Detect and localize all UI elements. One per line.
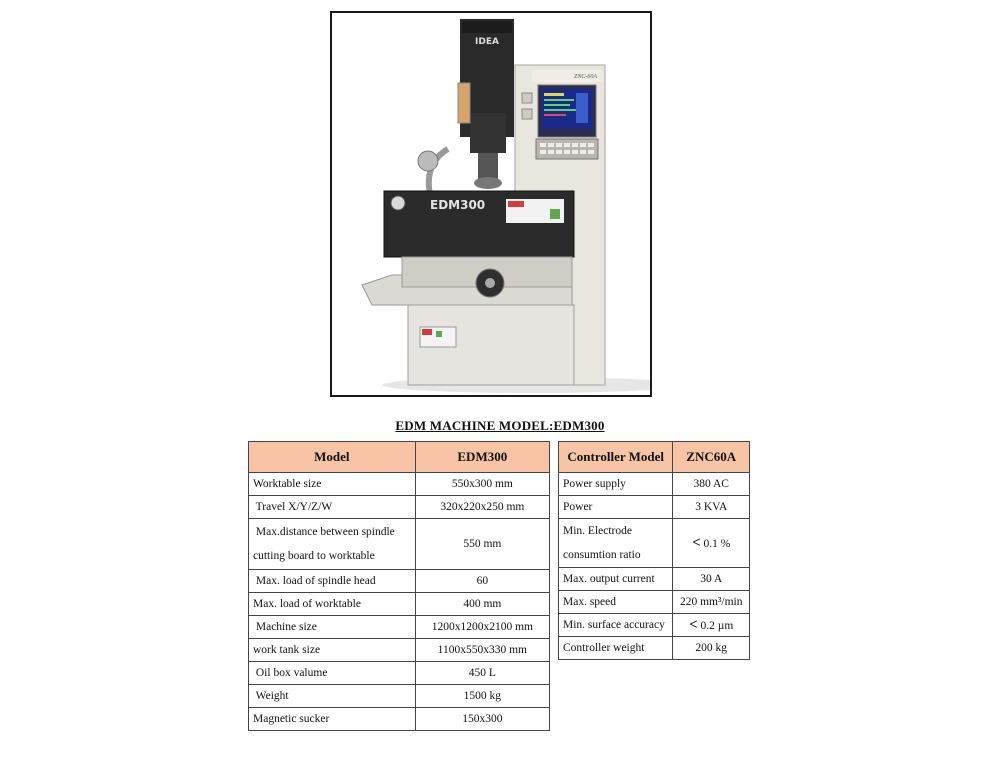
spec-label: Travel X/Y/Z/W bbox=[249, 496, 416, 519]
machine-photo bbox=[330, 11, 652, 397]
spec-value: 450 L bbox=[415, 662, 549, 685]
spec-value: 60 bbox=[415, 570, 549, 593]
header-controller-model: Controller Model bbox=[559, 442, 673, 473]
spec-label-line-1: Max.distance between spindle bbox=[253, 526, 395, 538]
spec-value bbox=[673, 519, 750, 568]
spec-label: Max. load of worktable bbox=[249, 593, 416, 616]
table-row bbox=[559, 637, 750, 660]
table-row bbox=[559, 473, 750, 496]
spec-value: 380 AC bbox=[673, 473, 750, 496]
table-row bbox=[249, 616, 550, 639]
spec-label: Machine size bbox=[249, 616, 416, 639]
spec-label: Power bbox=[559, 496, 673, 519]
spec-label-line-2: cutting board to worktable bbox=[253, 550, 375, 562]
spec-value-text: 0.2 µm bbox=[697, 619, 734, 632]
header-controller-value: ZNC60A bbox=[673, 442, 750, 473]
spec-value: 1100x550x330 mm bbox=[415, 639, 549, 662]
table-row bbox=[559, 519, 750, 568]
spec-value: 320x220x250 mm bbox=[415, 496, 549, 519]
spec-label-line-2: consumtion ratio bbox=[563, 549, 641, 561]
machine-label: EDM300 bbox=[430, 198, 486, 212]
edm-machine-illustration bbox=[332, 13, 650, 395]
less-than-sign: < bbox=[689, 616, 698, 633]
spec-value-text: 0.1 % bbox=[700, 537, 731, 550]
table-row bbox=[249, 593, 550, 616]
table-row bbox=[249, 639, 550, 662]
document-caption: EDM MACHINE MODEL:EDM300 bbox=[395, 418, 605, 433]
spec-label: Max. output current bbox=[559, 568, 673, 591]
spec-value: 1500 kg bbox=[415, 685, 549, 708]
spec-label bbox=[559, 519, 673, 568]
spec-value: 220 mm³/min bbox=[673, 591, 750, 614]
table-row bbox=[559, 568, 750, 591]
table-row bbox=[249, 570, 550, 593]
spec-value: 150x300 bbox=[415, 708, 549, 731]
spec-label bbox=[249, 519, 416, 570]
spec-value: 1200x1200x2100 mm bbox=[415, 616, 549, 639]
table-row bbox=[249, 685, 550, 708]
spec-value: 200 kg bbox=[673, 637, 750, 660]
spec-label: Weight bbox=[249, 685, 416, 708]
spec-value: 550 mm bbox=[415, 519, 549, 570]
table-row bbox=[249, 496, 550, 519]
spec-value: 3 KVA bbox=[673, 496, 750, 519]
spec-label: Max. load of spindle head bbox=[249, 570, 416, 593]
table-row bbox=[249, 473, 550, 496]
spec-value: 30 A bbox=[673, 568, 750, 591]
spec-label: Min. surface accuracy bbox=[559, 614, 673, 637]
spec-value bbox=[673, 614, 750, 637]
spec-label: work tank size bbox=[249, 639, 416, 662]
table-row bbox=[249, 662, 550, 685]
spec-label-line-1: Min. Electrode bbox=[563, 525, 632, 537]
brand-label: IDEA bbox=[475, 37, 499, 47]
controller-spec-table bbox=[558, 441, 750, 660]
table-row bbox=[249, 519, 550, 570]
header-model: Model bbox=[249, 442, 416, 473]
spec-label: Magnetic sucker bbox=[249, 708, 416, 731]
spec-value: 400 mm bbox=[415, 593, 549, 616]
spec-label: Power supply bbox=[559, 473, 673, 496]
header-model-value: EDM300 bbox=[415, 442, 549, 473]
controller-label: ZNC-60A bbox=[574, 74, 598, 80]
spec-label: Worktable size bbox=[249, 473, 416, 496]
table-row bbox=[559, 614, 750, 637]
spec-label: Oil box valume bbox=[249, 662, 416, 685]
spec-label: Max. speed bbox=[559, 591, 673, 614]
spec-label: Controller weight bbox=[559, 637, 673, 660]
spec-value: 550x300 mm bbox=[415, 473, 549, 496]
table-row bbox=[249, 708, 550, 731]
table-row bbox=[559, 591, 750, 614]
machine-spec-table bbox=[248, 441, 550, 731]
less-than-sign: < bbox=[692, 534, 701, 551]
table-row bbox=[559, 496, 750, 519]
